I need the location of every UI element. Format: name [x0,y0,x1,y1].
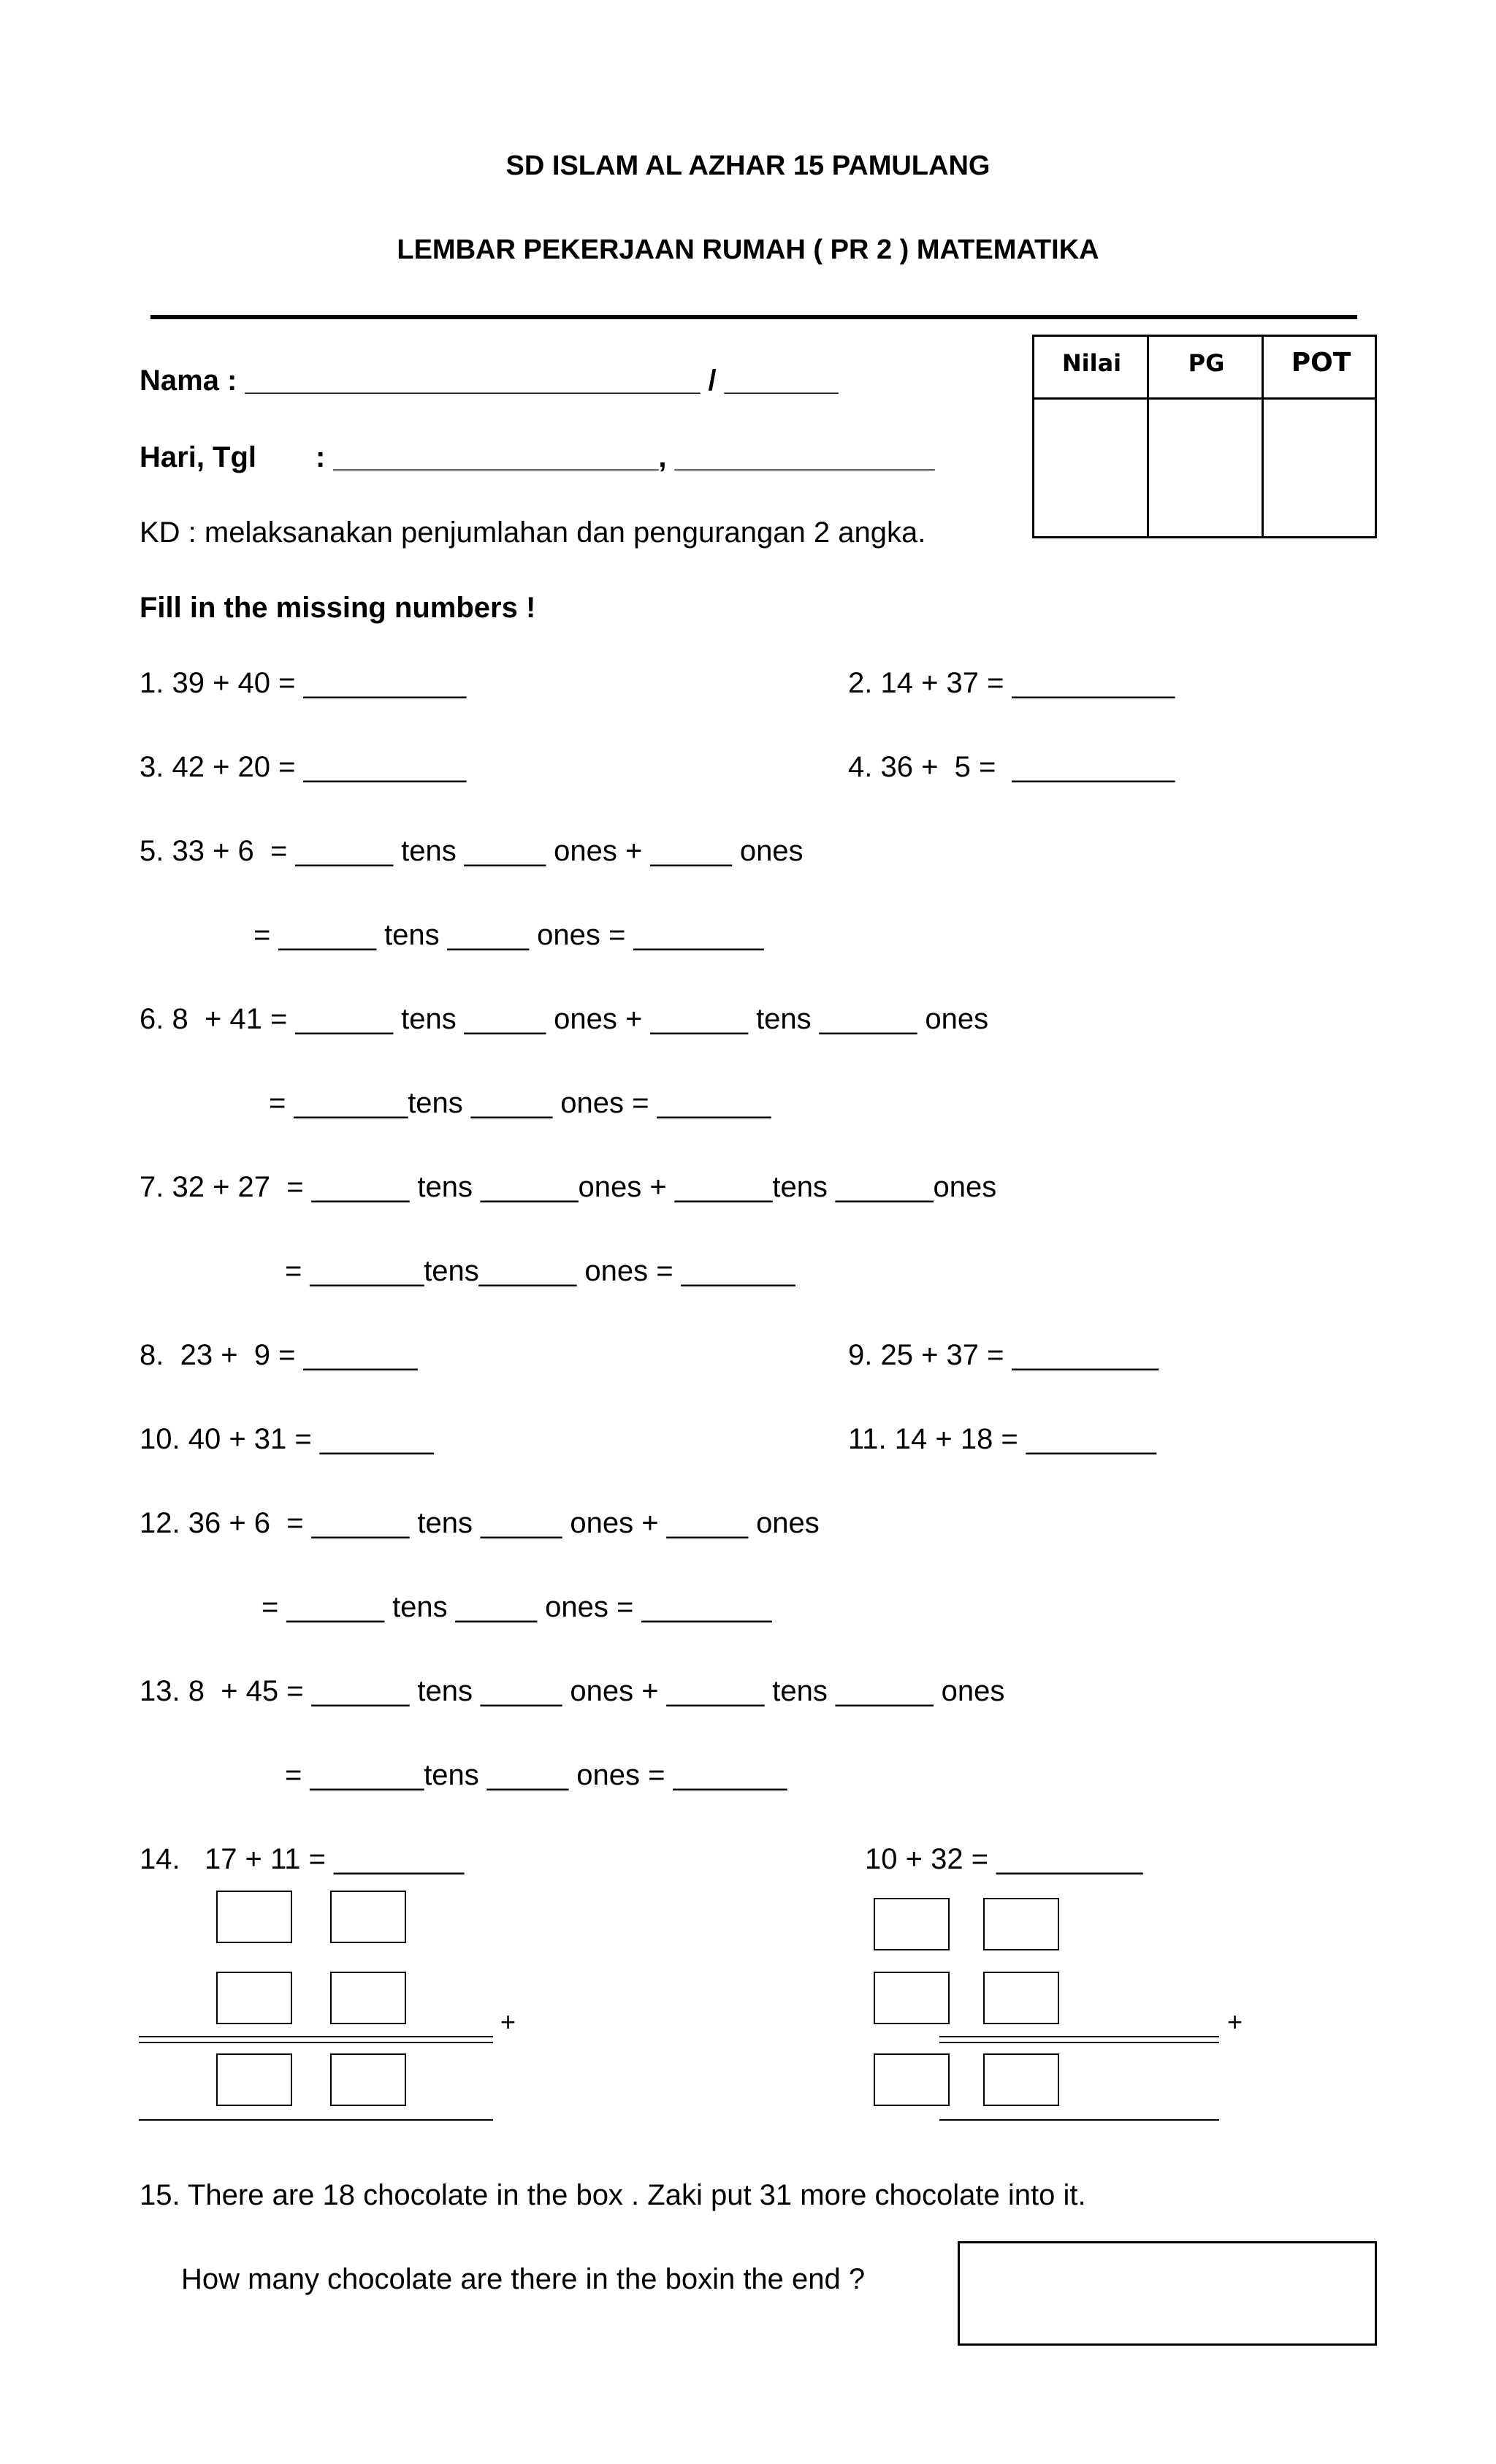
answer-line [939,2119,1219,2121]
problem-7-line-2[interactable]: = _______tens______ ones = _______ [285,1255,795,1287]
problem-5-line-2[interactable]: = ______ tens _____ ones = ________ [253,919,764,951]
problem-2[interactable]: 2. 14 + 37 = __________ [848,667,1175,699]
answer-box[interactable] [958,2241,1377,2346]
kd-statement: KD : melaksanakan penjumlahan dan pengurangan 2 angka. [140,516,926,549]
hari-field[interactable]: : ____________________, ________________ [316,441,935,473]
problem-10[interactable]: 10. 40 + 31 = _______ [140,1423,434,1455]
problem-15: 15. There are 18 chocolate in the box . Zaki put 31 more chocolate into it. [140,2179,1086,2211]
digit-box[interactable] [330,1972,406,2024]
problem-6-line-1[interactable]: 6. 8 + 41 = ______ tens _____ ones + ______ tens ______ ones [140,1003,989,1035]
score-label-pot: POT [1291,348,1351,378]
sum-double-line [139,2036,493,2037]
digit-box[interactable] [874,2053,950,2106]
problem-14-left[interactable]: 14. 17 + 11 = ________ [140,1843,465,1875]
problem-12-line-2[interactable]: = ______ tens _____ ones = ________ [262,1591,772,1623]
header-divider [150,315,1357,319]
problem-13-line-1[interactable]: 13. 8 + 45 = ______ tens _____ ones + ______ tens ______ ones [140,1675,1005,1707]
digit-box[interactable] [874,1972,950,2024]
digit-box[interactable] [330,1891,406,1943]
answer-line [139,2119,493,2121]
problem-6-line-2[interactable]: = _______tens _____ ones = _______ [269,1087,771,1119]
digit-box[interactable] [330,2053,406,2106]
plus-sign: + [1227,2007,1243,2037]
school-name: SD ISLAM AL AZHAR 15 PAMULANG [505,150,991,181]
sum-double-line [939,2036,1219,2037]
problem-1[interactable]: 1. 39 + 40 = __________ [140,667,467,699]
score-label-pg: PG [1188,349,1225,377]
problem-7-line-1[interactable]: 7. 32 + 27 = ______ tens ______ones + ______tens ______ones [140,1171,997,1203]
problem-9[interactable]: 9. 25 + 37 = _________ [848,1339,1159,1371]
problem-5-line-1[interactable]: 5. 33 + 6 = ______ tens _____ ones + _____ ones [140,835,804,867]
digit-box[interactable] [216,2053,292,2106]
problem-8[interactable]: 8. 23 + 9 = _______ [140,1339,418,1371]
score-table [1032,335,1377,538]
problem-14-right[interactable]: 10 + 32 = _________ [865,1843,1143,1875]
problem-15-question: How many chocolate are there in the boxin the end ? [181,2263,866,2295]
digit-box[interactable] [216,1972,292,2024]
digit-box[interactable] [216,1891,292,1943]
problem-13-line-2[interactable]: = _______tens _____ ones = _______ [285,1759,787,1791]
plus-sign: + [500,2007,516,2037]
problem-4[interactable]: 4. 36 + 5 = __________ [848,751,1175,783]
problem-12-line-1[interactable]: 12. 36 + 6 = ______ tens _____ ones + _____ ones [140,1507,820,1539]
problem-11[interactable]: 11. 14 + 18 = ________ [848,1423,1156,1455]
worksheet-title: LEMBAR PEKERJAAN RUMAH ( PR 2 ) MATEMATIKA [397,234,1099,265]
digit-box[interactable] [983,1898,1059,1950]
instruction: Fill in the missing numbers ! [140,592,536,624]
digit-box[interactable] [983,1972,1059,2024]
score-label-nilai: Nilai [1061,349,1122,377]
digit-box[interactable] [983,2053,1059,2106]
problem-3[interactable]: 3. 42 + 20 = __________ [140,751,467,783]
sum-double-line [939,2042,1219,2043]
nama-field[interactable]: Nama : ____________________________ / _______ [140,365,839,397]
digit-box[interactable] [874,1898,950,1950]
hari-label: Hari, Tgl [140,441,257,473]
sum-double-line [139,2042,493,2043]
